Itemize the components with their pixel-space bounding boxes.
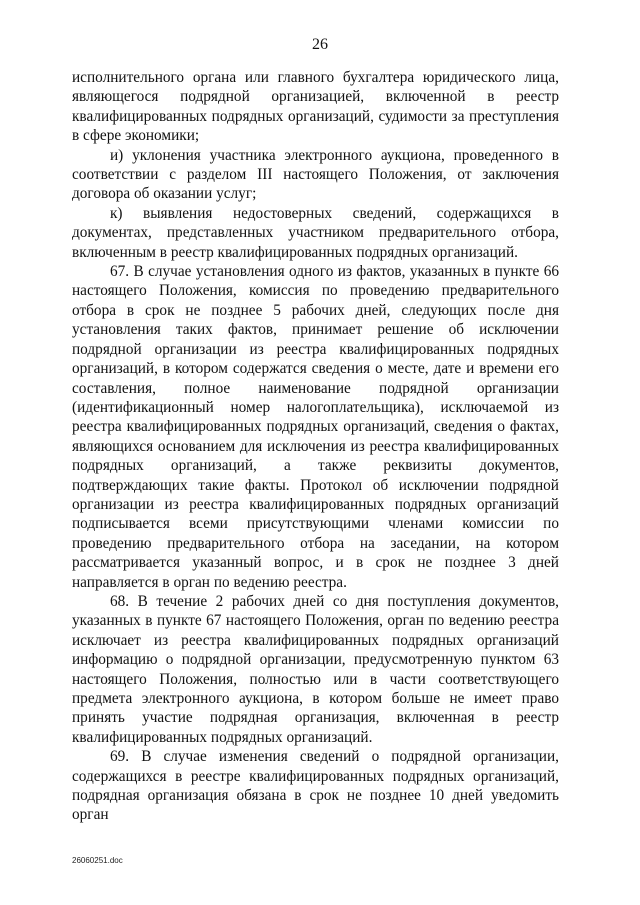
paragraph-67: 67. В случае установления одного из фактов, указанных в пункте 66 настоящего Положения, комиссия по проведению предварительного отбора в срок не позднее 5 рабочих дней, следующих после дня установления таких фактов, принимает решение об исключении подрядной организации из реестра квалифицированных подрядных организаций, в котором содержатся сведения о месте, дате и времени его составления, полное наименование подрядной организации (идентификационный номер налогоплательщика), исключаемой из реестра квалифицированных подрядных организаций, сведения о фактах, являющихся основанием для исключения из реестра квалифицированных подрядных организаций, а также реквизиты документов, подтверждающих такие факты. Протокол об исключении подрядной организации из реестра квалифицированных подрядных организаций подписывается всеми присутствующими членами комиссии по проведению предварительного отбора на заседании, на котором рассматривается указанный вопрос, и в срок не позднее 3 дней направляется в орган по ведению реестра.	[72, 263, 559, 591]
paragraph-continuation: исполнительного органа или главного бухгалтера юридического лица, являющегося подрядной организацией, включенной в реестр квалифицированных подрядных организаций, судимости за преступления в сфере экономики;	[72, 69, 559, 145]
footer-filename: 26060251.doc	[72, 856, 123, 865]
page-number: 26	[312, 36, 328, 53]
paragraph-69: 69. В случае изменения сведений о подрядной организации, содержащихся в реестре квалифицированных подрядных организаций, подрядная организация обязана в срок не позднее 10 дней уведомить орган	[72, 748, 559, 824]
paragraph-68: 68. В течение 2 рабочих дней со дня поступления документов, указанных в пункте 67 настоящего Положения, орган по ведению реестра исключает из реестра квалифицированных подрядных организаций информацию о подрядной организации, предусмотренную пунктом 63 настоящего Положения, полностью или в части соответствующего предмета электронного аукциона, в котором больше не имеет право принять участие подрядная организация, включенная в реестр квалифицированных подрядных организаций.	[72, 592, 559, 746]
document-body	[72, 68, 559, 825]
paragraph-item-k: к) выявления недостоверных сведений, содержащихся в документах, представленных участником предварительного отбора, включенным в реестр квалифицированных подрядных организаций.	[72, 204, 559, 261]
paragraph-item-i: и) уклонения участника электронного аукциона, проведенного в соответствии с разделом III настоящего Положения, от заключения договора об оказании услуг;	[72, 146, 559, 203]
